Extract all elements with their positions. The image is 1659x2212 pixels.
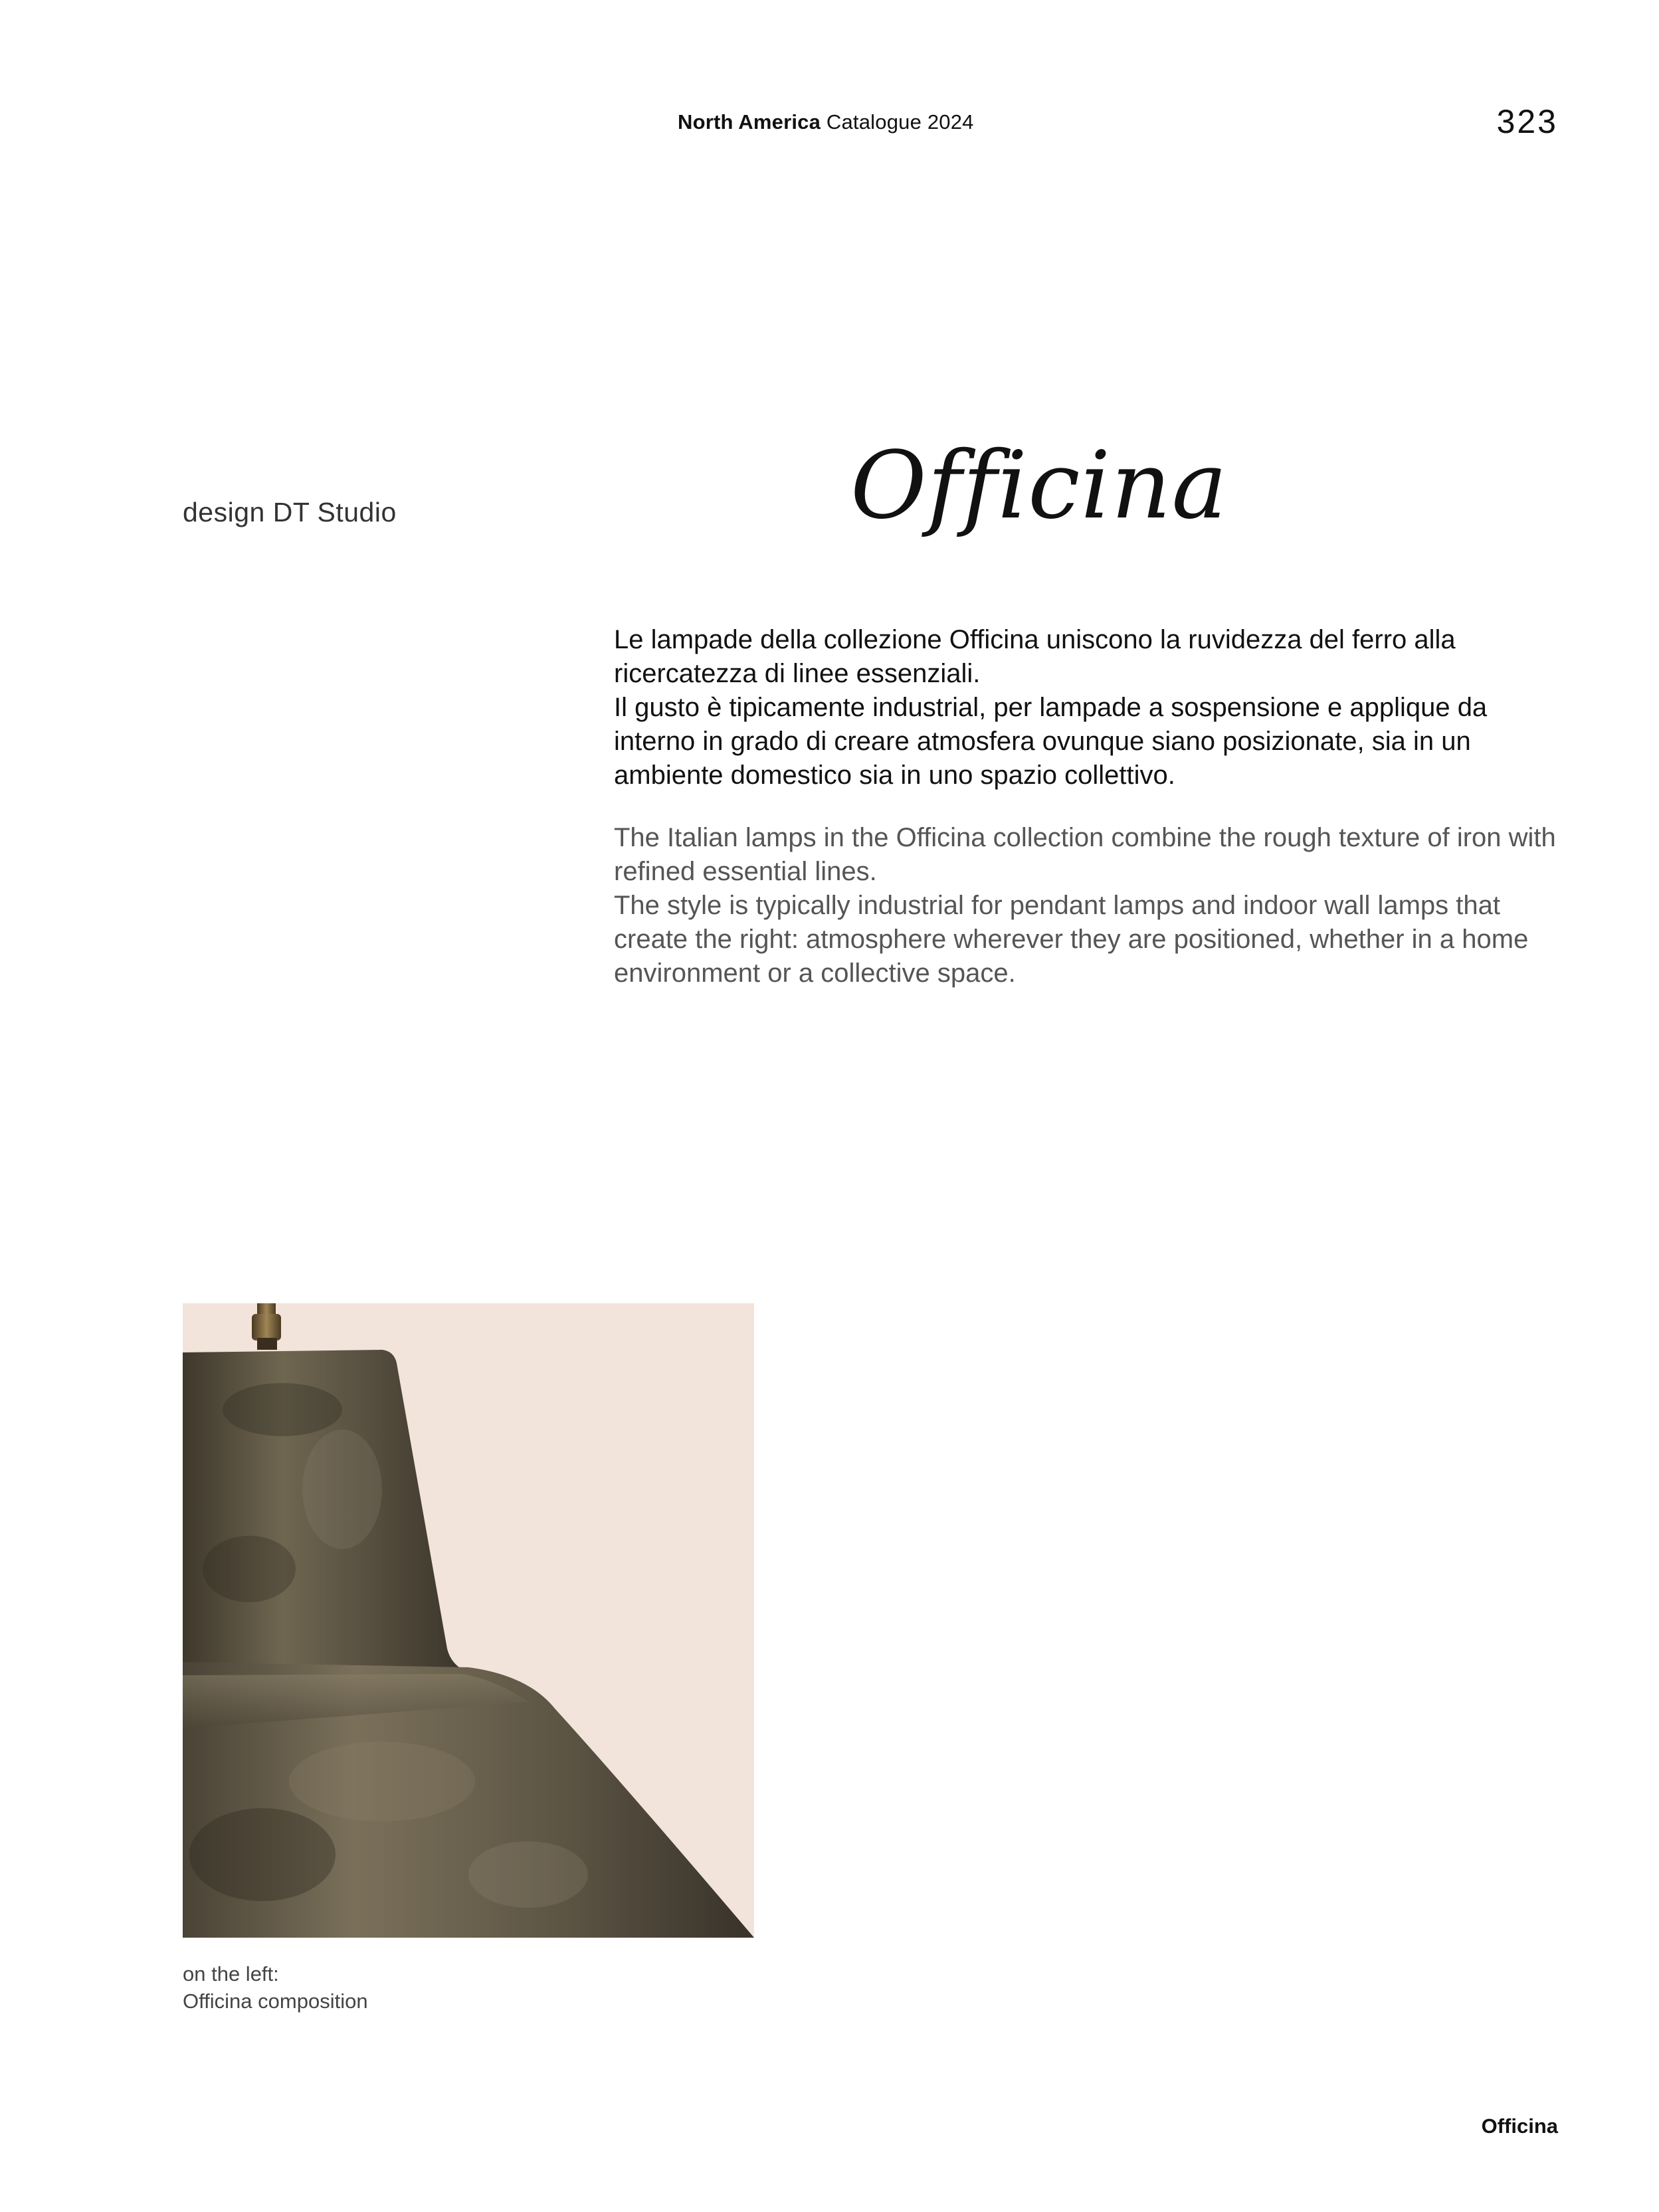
header-brand: North America <box>678 110 821 134</box>
description-italian-paragraph-1: Le lampade della collezione Officina uniscono la ruvidezza del ferro alla ricercatezza di linee essenziali. <box>614 625 1456 688</box>
product-photo <box>183 1303 754 1938</box>
collection-title: Officina <box>850 432 1228 540</box>
designer-credit: design DT Studio <box>183 497 397 527</box>
photo-caption <box>183 1960 368 2015</box>
caption-line-2: Officina composition <box>183 1989 368 2013</box>
catalogue-header <box>678 110 974 134</box>
description-english-paragraph-2: The style is typically industrial for pendant lamps and indoor wall lamps that create the right: atmosphere wherever they are positioned, whether in a home environment or a collective space. <box>614 891 1529 988</box>
caption-line-1: on the left: <box>183 1962 279 1985</box>
description-italian-paragraph-2: Il gusto è tipicamente industrial, per lampade a sospensione e applique da interno in grado di creare atmosfera ovunque siano posizionate, sia in un ambiente domestico sia in uno spazio collettivo. <box>614 693 1488 790</box>
description-english <box>614 821 1571 990</box>
footer-collection-name: Officina <box>1481 2114 1558 2138</box>
description-italian <box>614 623 1571 792</box>
pendant-lamp-icon <box>183 1303 754 1938</box>
page-number: 323 <box>1496 103 1558 140</box>
description-english-paragraph-1: The Italian lamps in the Officina collection combine the rough texture of iron with refined essential lines. <box>614 823 1556 886</box>
header-catalogue: Catalogue 2024 <box>826 110 974 134</box>
